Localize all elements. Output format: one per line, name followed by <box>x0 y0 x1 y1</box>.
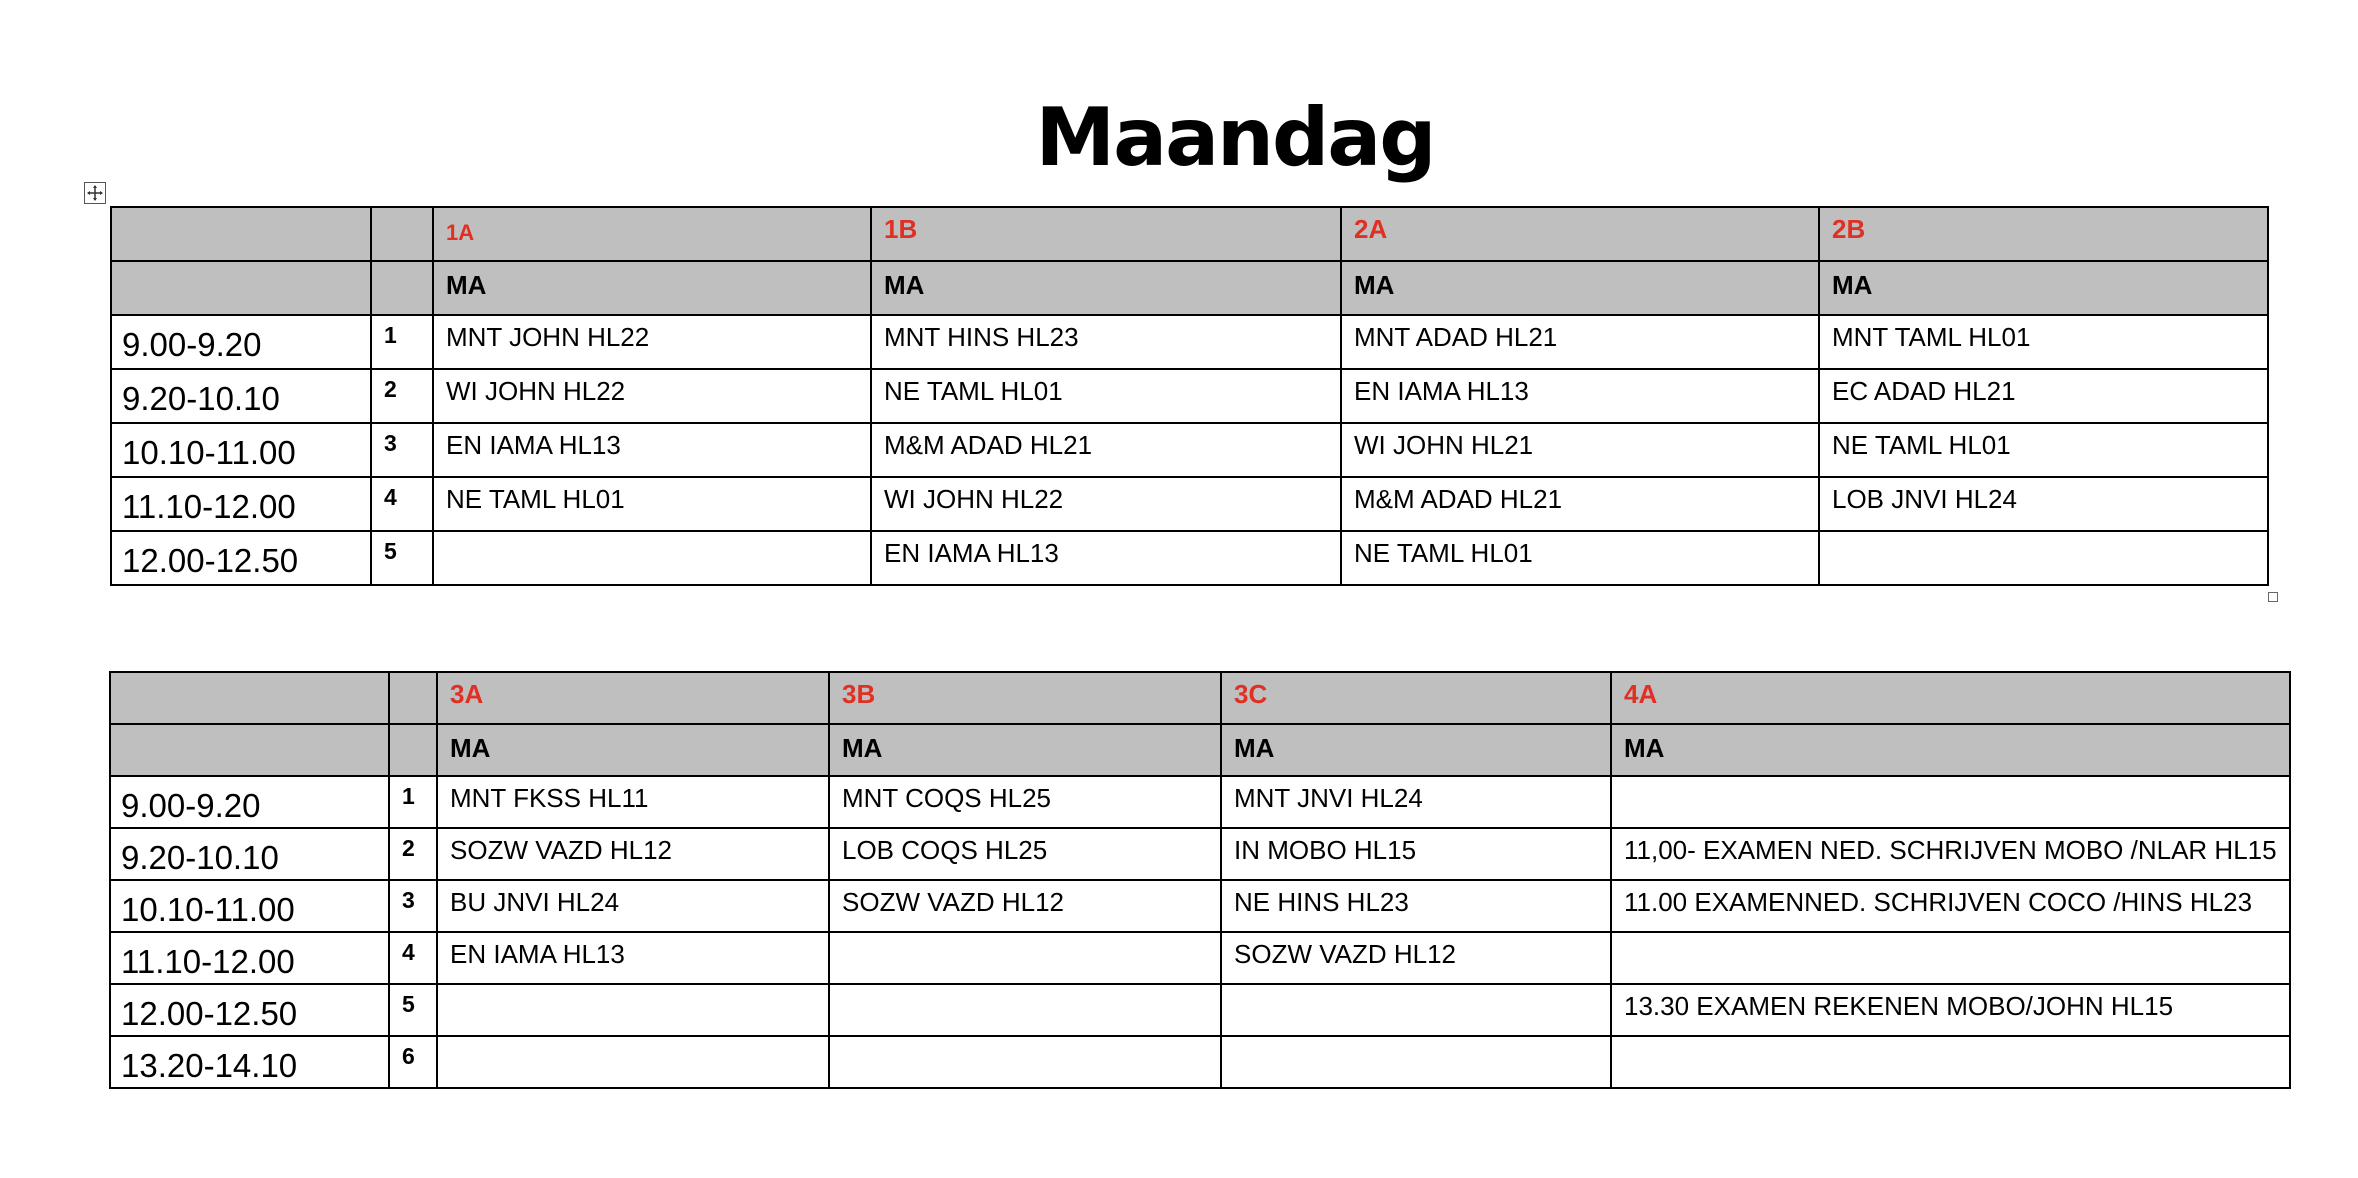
class-label: 3B <box>829 672 1221 724</box>
class-label: 2B <box>1819 207 2268 261</box>
lesson-cell[interactable] <box>829 984 1221 1036</box>
period-number[interactable]: 2 <box>371 369 433 423</box>
lesson-cell[interactable]: NE TAML HL01 <box>433 477 871 531</box>
lesson-cell[interactable]: EC ADAD HL21 <box>1819 369 2268 423</box>
period-number[interactable]: 3 <box>371 423 433 477</box>
class-header-row <box>110 672 2290 724</box>
lesson-cell[interactable]: 13.30 EXAMEN REKENEN MOBO/JOHN HL15 <box>1611 984 2290 1036</box>
day-header-row <box>110 724 2290 776</box>
lesson-cell[interactable]: MNT ADAD HL21 <box>1341 315 1819 369</box>
lesson-cell[interactable]: EN IAMA HL13 <box>437 932 829 984</box>
table-row <box>110 776 2290 828</box>
empty-header-cell <box>371 261 433 315</box>
time-cell[interactable]: 13.20-14.10 <box>110 1036 389 1088</box>
period-number[interactable]: 5 <box>389 984 437 1036</box>
lesson-cell[interactable]: NE TAML HL01 <box>1819 423 2268 477</box>
day-label: MA <box>437 724 829 776</box>
day-header-row <box>111 261 2268 315</box>
lesson-cell[interactable]: BU JNVI HL24 <box>437 880 829 932</box>
empty-header-cell <box>389 724 437 776</box>
time-cell[interactable]: 9.20-10.10 <box>111 369 371 423</box>
table-row <box>111 531 2268 585</box>
period-number[interactable]: 2 <box>389 828 437 880</box>
lesson-cell[interactable]: 11,00- EXAMEN NED. SCHRIJVEN MOBO /NLAR HL15 <box>1611 828 2290 880</box>
lesson-cell[interactable]: LOB COQS HL25 <box>829 828 1221 880</box>
period-number[interactable]: 4 <box>389 932 437 984</box>
lesson-cell[interactable] <box>1221 1036 1611 1088</box>
time-cell[interactable]: 11.10-12.00 <box>110 932 389 984</box>
lesson-cell[interactable]: EN IAMA HL13 <box>1341 369 1819 423</box>
lesson-cell[interactable]: SOZW VAZD HL12 <box>437 828 829 880</box>
lesson-cell[interactable] <box>1611 932 2290 984</box>
lesson-cell[interactable] <box>1611 1036 2290 1088</box>
day-label: MA <box>433 261 871 315</box>
time-cell[interactable]: 12.00-12.50 <box>111 531 371 585</box>
class-label: 3A <box>437 672 829 724</box>
table-row <box>111 477 2268 531</box>
empty-header-cell <box>110 724 389 776</box>
schedule-table-2 <box>109 671 2291 1089</box>
lesson-cell[interactable]: MNT JNVI HL24 <box>1221 776 1611 828</box>
period-number[interactable]: 4 <box>371 477 433 531</box>
empty-header-cell <box>371 207 433 261</box>
table-row <box>110 1036 2290 1088</box>
lesson-cell[interactable] <box>433 531 871 585</box>
table-row <box>111 423 2268 477</box>
lesson-cell[interactable]: LOB JNVI HL24 <box>1819 477 2268 531</box>
day-label: MA <box>1221 724 1611 776</box>
lesson-cell[interactable]: WI JOHN HL21 <box>1341 423 1819 477</box>
empty-header-cell <box>389 672 437 724</box>
class-header-row <box>111 207 2268 261</box>
time-cell[interactable]: 10.10-11.00 <box>111 423 371 477</box>
lesson-cell[interactable]: MNT TAML HL01 <box>1819 315 2268 369</box>
empty-header-cell <box>111 261 371 315</box>
lesson-cell[interactable]: M&M ADAD HL21 <box>1341 477 1819 531</box>
lesson-cell[interactable]: NE TAML HL01 <box>871 369 1341 423</box>
day-label: MA <box>829 724 1221 776</box>
table-move-handle-icon[interactable] <box>84 182 106 204</box>
table-row <box>111 369 2268 423</box>
class-label: 1B <box>871 207 1341 261</box>
class-label: 4A <box>1611 672 2290 724</box>
table-row <box>110 880 2290 932</box>
time-cell[interactable]: 11.10-12.00 <box>111 477 371 531</box>
page-title: Maandag <box>1035 91 1435 184</box>
lesson-cell[interactable]: SOZW VAZD HL12 <box>1221 932 1611 984</box>
move-arrows-icon <box>86 184 104 202</box>
period-number[interactable]: 1 <box>389 776 437 828</box>
lesson-cell[interactable]: EN IAMA HL13 <box>871 531 1341 585</box>
schedule-table-1 <box>110 206 2269 586</box>
period-number[interactable]: 1 <box>371 315 433 369</box>
class-label: 2A <box>1341 207 1819 261</box>
lesson-cell[interactable]: NE HINS HL23 <box>1221 880 1611 932</box>
day-label: MA <box>871 261 1341 315</box>
class-label: 1A <box>433 207 871 261</box>
time-cell[interactable]: 9.00-9.20 <box>110 776 389 828</box>
lesson-cell[interactable]: IN MOBO HL15 <box>1221 828 1611 880</box>
lesson-cell[interactable]: MNT HINS HL23 <box>871 315 1341 369</box>
lesson-cell[interactable]: WI JOHN HL22 <box>871 477 1341 531</box>
period-number[interactable]: 6 <box>389 1036 437 1088</box>
table-row <box>110 932 2290 984</box>
time-cell[interactable]: 10.10-11.00 <box>110 880 389 932</box>
lesson-cell[interactable]: MNT JOHN HL22 <box>433 315 871 369</box>
lesson-cell[interactable]: MNT COQS HL25 <box>829 776 1221 828</box>
lesson-cell[interactable]: EN IAMA HL13 <box>433 423 871 477</box>
lesson-cell[interactable]: M&M ADAD HL21 <box>871 423 1341 477</box>
period-number[interactable]: 5 <box>371 531 433 585</box>
lesson-cell[interactable] <box>1221 984 1611 1036</box>
lesson-cell[interactable]: MNT FKSS HL11 <box>437 776 829 828</box>
lesson-cell[interactable] <box>437 1036 829 1088</box>
time-cell[interactable]: 12.00-12.50 <box>110 984 389 1036</box>
lesson-cell[interactable]: NE TAML HL01 <box>1341 531 1819 585</box>
lesson-cell[interactable] <box>829 932 1221 984</box>
period-number[interactable]: 3 <box>389 880 437 932</box>
day-label: MA <box>1341 261 1819 315</box>
time-cell[interactable]: 9.20-10.10 <box>110 828 389 880</box>
table-resize-handle[interactable] <box>2268 592 2278 602</box>
table-row <box>110 984 2290 1036</box>
lesson-cell[interactable]: SOZW VAZD HL12 <box>829 880 1221 932</box>
table-row <box>111 315 2268 369</box>
empty-header-cell <box>111 207 371 261</box>
lesson-cell[interactable] <box>437 984 829 1036</box>
lesson-cell[interactable]: WI JOHN HL22 <box>433 369 871 423</box>
lesson-cell[interactable] <box>1611 776 2290 828</box>
lesson-cell[interactable] <box>829 1036 1221 1088</box>
lesson-cell[interactable]: 11.00 EXAMENNED. SCHRIJVEN COCO /HINS HL23 <box>1611 880 2290 932</box>
lesson-cell[interactable] <box>1819 531 2268 585</box>
day-label: MA <box>1819 261 2268 315</box>
time-cell[interactable]: 9.00-9.20 <box>111 315 371 369</box>
class-label: 3C <box>1221 672 1611 724</box>
empty-header-cell <box>110 672 389 724</box>
day-label: MA <box>1611 724 2290 776</box>
table-row <box>110 828 2290 880</box>
